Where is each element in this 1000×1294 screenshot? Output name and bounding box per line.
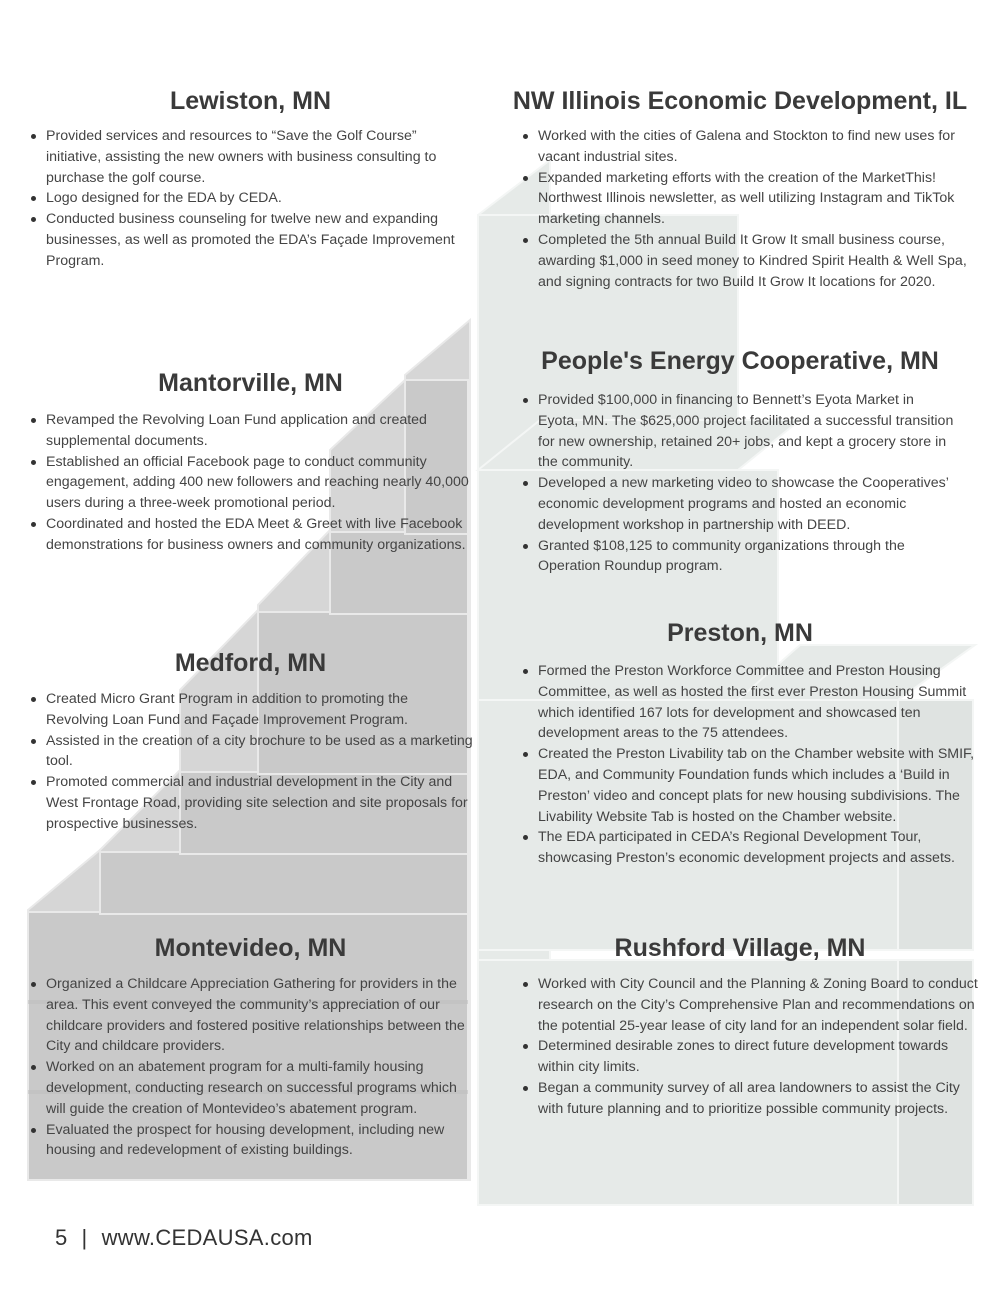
list-item: Granted $108,125 to community organizations through the Operation Roundup program. (538, 536, 958, 578)
list-item: Completed the 5th annual Build It Grow It small business course, awarding $1,000 in seed money to Kindred Spirit Health & Well Spa, and signing contracts for two Build It Grow It locations for 2020. (538, 230, 978, 292)
page-number: 5 (55, 1225, 68, 1250)
list-item: Worked on an abatement program for a multi-family housing development, conducting research on successful programs which will guide the creation of Montevideo’s abatement program. (46, 1057, 473, 1119)
section-nw-illinois (500, 86, 980, 292)
list-item: Developed a new marketing video to showcase the Cooperatives’ economic development programs and hosted an economic development workshop in partnership with DEED. (538, 473, 958, 535)
section-title: Montevideo, MN (154, 934, 347, 962)
list-item: The EDA participated in CEDA’s Regional Development Tour, showcasing Preston’s economic development projects and assets. (538, 827, 978, 869)
list-item: Expanded marketing efforts with the creation of the MarketThis! Northwest Illinois newsletter, as well utilizing Instagram and TikTok marketing channels. (538, 168, 978, 230)
list-item: Worked with the cities of Galena and Stockton to find new uses for vacant industrial sites. (538, 126, 978, 168)
website-link[interactable]: www.CEDAUSA.com (101, 1225, 313, 1250)
section-peoples-energy (500, 346, 980, 577)
list-item: Provided $100,000 in financing to Bennett’s Eyota Market in Eyota, MN. The $625,000 project facilitated a successful transition for new ownership, retained 20+ jobs, and kept a grocery store in the community. (538, 390, 958, 473)
bullet-list (520, 974, 978, 1120)
list-item: Provided services and resources to “Save the Golf Course” initiative, assisting the new owners with business consulting to purchase the golf course. (46, 126, 473, 188)
page-footer (55, 1225, 313, 1251)
bullet-list (28, 410, 473, 556)
list-item: Evaluated the prospect for housing development, including new housing and redevelopment of existing buildings. (46, 1120, 473, 1162)
list-item: Worked with City Council and the Planning & Zoning Board to conduct research on the City’s Comprehensive Plan and recommendations on the potential 25-year lease of city land for an independent solar field. (538, 974, 978, 1036)
bullet-list (28, 689, 473, 835)
list-item: Assisted in the creation of a city brochure to be used as a marketing tool. (46, 731, 473, 773)
section-montevideo (28, 933, 473, 1161)
footer-separator: | (81, 1225, 88, 1250)
list-item: Coordinated and hosted the EDA Meet & Greet with live Facebook demonstrations for business owners and community organizations. (46, 514, 473, 556)
section-title: Rushford Village, MN (614, 934, 866, 962)
bullet-list (520, 661, 978, 869)
bullet-list (28, 126, 473, 272)
section-title: Preston, MN (667, 619, 813, 647)
section-title: Medford, MN (174, 649, 327, 677)
list-item: Created Micro Grant Program in addition to promoting the Revolving Loan Fund and Façade Improvement Program. (46, 689, 473, 731)
bullet-list (520, 126, 978, 292)
bullet-list (28, 974, 473, 1161)
list-item: Promoted commercial and industrial development in the City and West Frontage Road, providing site selection and site proposals for prospective businesses. (46, 772, 473, 834)
section-mantorville (28, 368, 473, 556)
list-item: Conducted business counseling for twelve new and expanding businesses, as well as promoted the EDA’s Façade Improvement Program. (46, 209, 473, 271)
section-title: Lewiston, MN (169, 87, 332, 115)
list-item: Formed the Preston Workforce Committee and Preston Housing Committee, as well as hosted the first ever Preston Housing Summit which identified 167 lots for development and showcased ten development areas to the 75 attendees. (538, 661, 978, 744)
list-item: Began a community survey of all area landowners to assist the City with future planning and to prioritize possible community projects. (538, 1078, 978, 1120)
list-item: Organized a Childcare Appreciation Gathering for providers in the area. This event conveyed the community’s appreciation of our childcare providers and fostered positive relationships between the City and childcare providers. (46, 974, 473, 1057)
section-title: NW Illinois Economic Development, IL (512, 87, 968, 115)
list-item: Established an official Facebook page to conduct community engagement, adding 400 new followers and reaching nearly 40,000 users during a three-week promotional period. (46, 452, 473, 514)
list-item: Determined desirable zones to direct future development towards within city limits. (538, 1036, 978, 1078)
bullet-list (520, 390, 958, 577)
list-item: Revamped the Revolving Loan Fund application and created supplemental documents. (46, 410, 473, 452)
section-title: Mantorville, MN (158, 369, 343, 397)
section-lewiston (28, 86, 473, 272)
section-rushford-village (500, 933, 980, 1120)
section-medford (28, 648, 473, 835)
list-item: Created the Preston Livability tab on the Chamber website with SMIF, EDA, and Community Foundation funds which includes a ‘Build in Preston’ video and concept plats for new housing subdivisions. The Livability Website Tab is hosted on the Chamber website. (538, 744, 978, 827)
section-title: People's Energy Cooperative, MN (541, 347, 939, 375)
list-item: Logo designed for the EDA by CEDA. (46, 188, 473, 209)
section-preston (500, 618, 980, 869)
